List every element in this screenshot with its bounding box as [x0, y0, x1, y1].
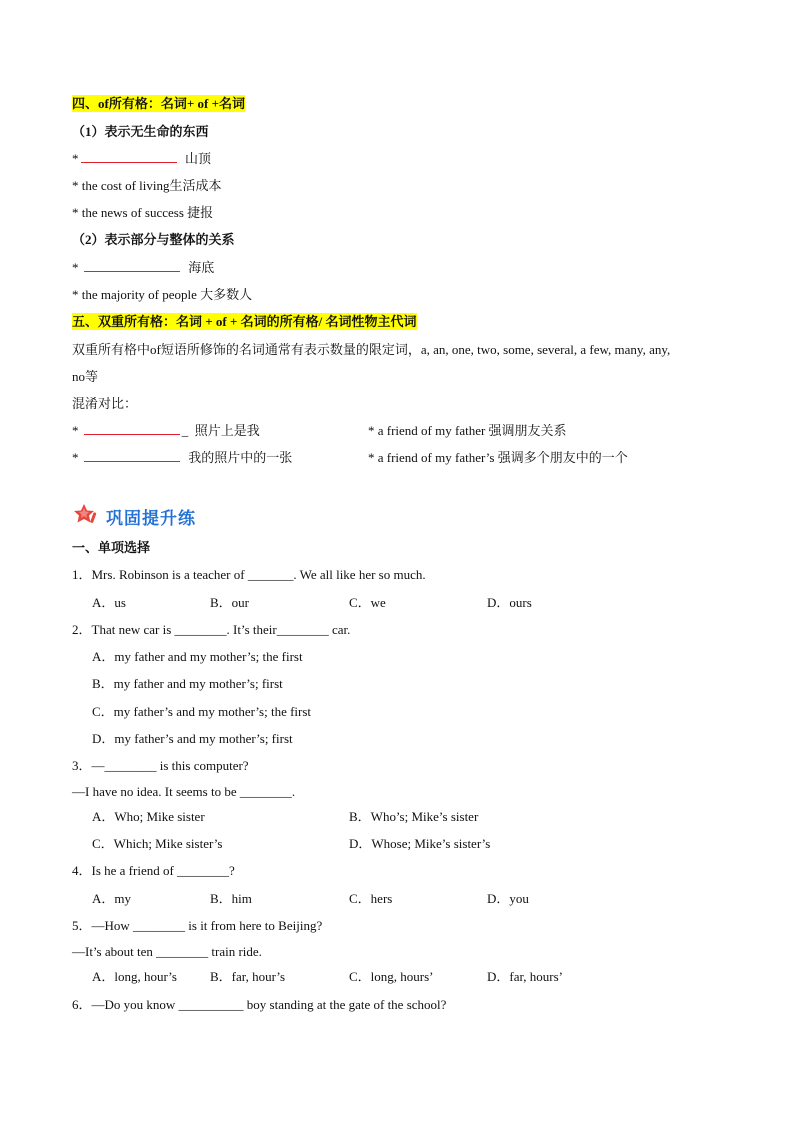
section-4-item-3: * the news of success 捷报 — [72, 205, 214, 220]
q1-option-d[interactable]: D．ours — [487, 595, 532, 610]
q4-option-d[interactable]: D．you — [487, 891, 529, 906]
question-1-stem: 1．Mrs. Robinson is a teacher of _______. We all like her so much. — [72, 567, 426, 582]
underscore: _ — [181, 423, 189, 438]
answer-blank[interactable] — [81, 150, 177, 163]
section-4-sub2: （2）表示部分与整体的关系 — [72, 232, 235, 247]
section-5-heading-text: 五、双重所有格：名词 + of + 名词的所有格/ 名词性物主代词 — [72, 314, 417, 329]
answer-blank[interactable] — [84, 422, 180, 435]
q3-option-b[interactable]: B．Who’s; Mike’s sister — [349, 809, 479, 824]
question-3-stem-2: —I have no idea. It seems to be ________. — [72, 784, 296, 799]
question-6-stem: 6．—Do you know __________ boy standing at the gate of the school? — [72, 997, 447, 1012]
question-4-stem: 4．Is he a friend of ________? — [72, 863, 235, 878]
section-5-desc-2: no等 — [72, 369, 99, 384]
section-5-desc-1: 双重所有格中of短语所修饰的名词通常有表示数量的限定词，a, an, one, two, some, several, a few, many, any, — [72, 342, 671, 357]
q1-option-b[interactable]: B．our — [210, 595, 250, 610]
q2-option-c[interactable]: C．my father’s and my mother’s; the first — [92, 704, 312, 719]
question-2-stem: 2．That new car is ________. It’s their________ car. — [72, 622, 351, 637]
q2-option-d[interactable]: D．my father’s and my mother’s; first — [92, 731, 293, 746]
star-badge-icon — [74, 503, 100, 529]
bullet-star: * — [72, 260, 79, 275]
section-4-heading — [72, 95, 245, 113]
section-4-sub1: （1）表示无生命的东西 — [72, 124, 209, 139]
q1-option-a[interactable]: A．us — [92, 595, 126, 610]
question-5-stem: 5．—How ________ is it from here to Beijing? — [72, 918, 323, 933]
compare-row-1-right: * a friend of my father 强调朋友关系 — [368, 423, 567, 438]
answer-blank[interactable] — [84, 259, 180, 272]
q2-option-b[interactable]: B．my father and my mother’s; first — [92, 676, 283, 691]
q5-option-d[interactable]: D．far, hours’ — [487, 969, 564, 984]
q4-option-c[interactable]: C．hers — [349, 891, 393, 906]
q4-option-b[interactable]: B．him — [210, 891, 252, 906]
section-4-item-1 — [72, 150, 211, 168]
section-4-item-5: * the majority of people 大多数人 — [72, 287, 253, 302]
q3-option-a[interactable]: A．Who; Mike sister — [92, 809, 205, 824]
item-text: 我的照片中的一张 — [188, 450, 293, 465]
answer-blank[interactable] — [84, 449, 180, 462]
item-text: 山顶 — [185, 151, 212, 166]
bullet-star: * — [72, 151, 79, 166]
section-4-item-2: * the cost of living生活成本 — [72, 178, 222, 193]
practice-title: 巩固提升练 — [106, 508, 196, 529]
q3-option-c[interactable]: C．Which; Mike sister’s — [92, 836, 223, 851]
compare-row-2-right: * a friend of my father’s 强调多个朋友中的一个 — [368, 450, 628, 465]
question-3-stem: 3．—________ is this computer? — [72, 758, 249, 773]
section-4-heading-text: 四、of所有格：名词+ of +名词 — [72, 96, 245, 111]
q5-option-a[interactable]: A．long, hour’s — [92, 969, 177, 984]
bullet-star: * — [72, 423, 79, 438]
q2-option-a[interactable]: A．my father and my mother’s; the first — [92, 649, 303, 664]
q5-option-b[interactable]: B．far, hour’s — [210, 969, 286, 984]
section-5-heading — [72, 313, 417, 331]
q5-option-c[interactable]: C．long, hours’ — [349, 969, 434, 984]
q1-option-c[interactable]: C．we — [349, 595, 386, 610]
compare-row-2-left — [72, 449, 292, 467]
section-4-item-4 — [72, 259, 214, 277]
item-text: 海底 — [188, 260, 215, 275]
bullet-star: * — [72, 450, 79, 465]
question-5-stem-2: —It’s about ten ________ train ride. — [72, 944, 262, 959]
item-text: 照片上是我 — [194, 423, 260, 438]
q3-option-d[interactable]: D．Whose; Mike’s sister’s — [349, 836, 491, 851]
part-1-heading: 一、单项选择 — [72, 540, 151, 555]
practice-section-title — [74, 502, 196, 530]
compare-row-1-left — [72, 422, 260, 440]
q4-option-a[interactable]: A．my — [92, 891, 132, 906]
compare-label: 混淆对比： — [72, 396, 138, 411]
